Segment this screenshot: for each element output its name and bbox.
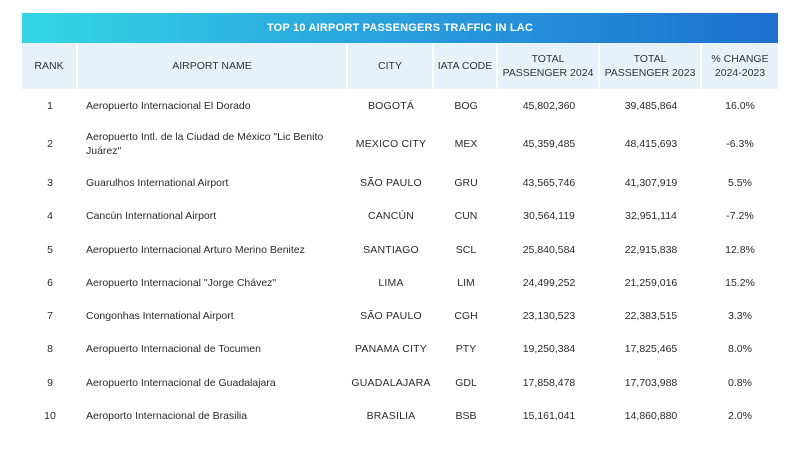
passengers-2024-cell: 45,802,360 (522, 99, 576, 112)
passengers-2024-cell: 24,499,252 (522, 276, 576, 289)
airport-name-cell: Aeropuerto Internacional de Guadalajara (86, 376, 276, 389)
percent-change-cell: 0.8% (728, 376, 752, 389)
passengers-2024-cell: 45,359,485 (522, 138, 576, 151)
rank-cell: 3 (47, 176, 53, 189)
header-change-line2: 2024-2023 (714, 67, 766, 79)
passengers-2023-cell: 17,703,988 (624, 376, 678, 389)
iata-cell: PTY (455, 343, 477, 356)
table-row (22, 89, 778, 122)
header-total-2024-line2: PASSENGER 2024 (502, 67, 594, 79)
table-row (22, 366, 778, 399)
passengers-2024-cell: 25,840,584 (522, 243, 576, 256)
airport-name-cell: Aeropuerto Intl. de la Ciudad de México "Lic Benito Juárez" (86, 131, 324, 158)
table-row (22, 299, 778, 332)
iata-cell: SCL (455, 243, 477, 256)
table-row (22, 122, 778, 166)
header-airport-name: AIRPORT NAME (78, 43, 348, 89)
percent-change-cell: 3.3% (728, 310, 752, 323)
airport-traffic-table-card (22, 13, 778, 433)
passengers-2024-cell: 23,130,523 (522, 310, 576, 323)
passengers-2023-cell: 39,485,864 (624, 99, 678, 112)
rank-cell: 6 (47, 276, 53, 289)
percent-change-cell: 12.8% (725, 243, 755, 256)
city-cell: MEXICO CITY (355, 138, 427, 151)
rank-cell: 9 (47, 376, 53, 389)
passengers-2023-cell: 22,915,838 (624, 243, 678, 256)
airport-name-cell: Aeropuerto Internacional "Jorge Chávez" (86, 276, 277, 289)
rank-cell: 8 (47, 343, 53, 356)
header-total-2023-line1: TOTAL (633, 53, 667, 65)
city-cell: SÃO PAULO (360, 310, 422, 323)
city-cell: LIMA (378, 276, 404, 289)
passengers-2023-cell: 48,415,693 (624, 138, 678, 151)
iata-cell: LIM (457, 276, 475, 289)
passengers-2023-cell: 32,951,114 (625, 210, 677, 223)
header-total-2024-line1: TOTAL (531, 53, 565, 65)
header-total-2023 (600, 43, 702, 89)
city-cell: GUADALAJARA (351, 376, 431, 389)
passengers-2023-cell: 41,307,919 (624, 176, 678, 189)
passengers-2024-cell: 30,564,119 (523, 210, 575, 223)
table-row (22, 266, 778, 299)
city-cell: SANTIAGO (363, 243, 419, 256)
iata-cell: BOG (454, 99, 478, 112)
header-total-2023-line2: PASSENGER 2023 (604, 67, 696, 79)
passengers-2023-cell: 17,825,465 (624, 343, 678, 356)
iata-cell: BSB (455, 410, 477, 423)
table-row (22, 233, 778, 266)
passengers-2024-cell: 19,250,384 (522, 343, 576, 356)
percent-change-cell: 8.0% (728, 343, 752, 356)
iata-cell: CGH (454, 310, 478, 323)
passengers-2023-cell: 14,860,880 (624, 410, 678, 423)
passengers-2024-cell: 15,161,041 (522, 410, 576, 423)
airport-traffic-table (22, 43, 778, 433)
header-total-2024 (498, 43, 600, 89)
city-cell: BRASILIA (366, 410, 416, 423)
header-percent-change (702, 43, 778, 89)
airport-name-cell: Aeropuerto Internacional El Dorado (86, 99, 251, 112)
percent-change-cell: 15.2% (725, 276, 755, 289)
rank-cell: 5 (47, 243, 53, 256)
rank-cell: 2 (47, 138, 53, 151)
percent-change-cell: 16.0% (725, 99, 755, 112)
iata-cell: MEX (454, 138, 478, 151)
header-rank: RANK (22, 43, 78, 89)
iata-cell: CUN (454, 210, 478, 223)
airport-name-cell: Aeropuerto Internacional de Tocumen (86, 343, 261, 356)
city-cell: CANCÚN (367, 210, 415, 223)
city-cell: SÃO PAULO (360, 176, 422, 189)
table-header-row (22, 43, 778, 89)
city-cell: BOGOTÁ (367, 99, 415, 112)
passengers-2023-cell: 21,259,016 (624, 276, 678, 289)
header-city: CITY (348, 43, 434, 89)
airport-name-cell: Guarulhos International Airport (86, 176, 229, 189)
rank-cell: 10 (44, 410, 56, 423)
percent-change-cell: -6.3% (726, 138, 754, 151)
iata-cell: GDL (455, 376, 477, 389)
rank-cell: 1 (47, 99, 53, 112)
header-change-line1: % CHANGE (711, 53, 769, 65)
city-cell: PANAMA CITY (354, 343, 428, 356)
passengers-2024-cell: 43,565,746 (522, 176, 576, 189)
airport-name-cell: Cancún International Airport (86, 210, 217, 223)
table-row (22, 166, 778, 199)
passengers-2024-cell: 17,858,478 (522, 376, 576, 389)
table-row (22, 333, 778, 366)
airport-name-cell: Congonhas International Airport (86, 310, 234, 323)
percent-change-cell: 5.5% (728, 176, 752, 189)
passengers-2023-cell: 22,383,515 (624, 310, 678, 323)
header-iata-code: IATA CODE (434, 43, 498, 89)
airport-name-cell: Aeropuerto Internacional Arturo Merino Benitez (86, 243, 305, 256)
rank-cell: 4 (47, 210, 53, 223)
percent-change-cell: -7.2% (726, 210, 754, 223)
iata-cell: GRU (454, 176, 478, 189)
rank-cell: 7 (47, 310, 53, 323)
table-row (22, 399, 778, 432)
percent-change-cell: 2.0% (728, 410, 752, 423)
airport-name-cell: Aeroporto Internacional de Brasilia (86, 410, 248, 423)
table-row (22, 200, 778, 233)
table-title: TOP 10 AIRPORT PASSENGERS TRAFFIC IN LAC (22, 13, 778, 43)
